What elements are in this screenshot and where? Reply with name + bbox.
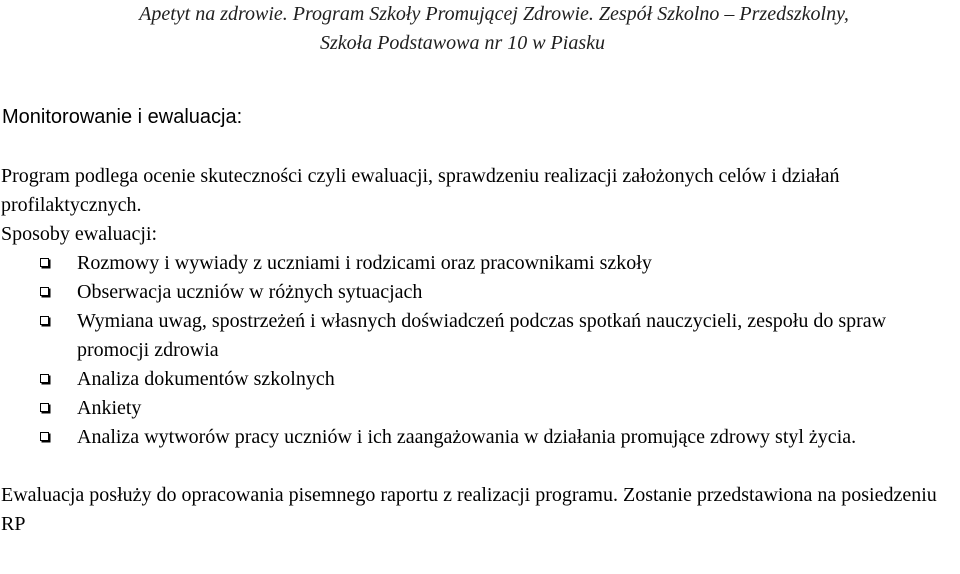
section-heading: Monitorowanie i ewaluacja:: [2, 106, 243, 128]
checkbox-bullet-icon: [40, 258, 49, 267]
list-item-text: Wymiana uwag, spostrzeżeń i własnych doświadczeń podczas spotkań nauczycieli, zespołu do spraw promocji zdrowia: [77, 310, 887, 361]
list-item-text: Rozmowy i wywiady z uczniami i rodzicami oraz pracownikami szkoły: [77, 252, 652, 274]
checkbox-bullet-icon: [40, 316, 49, 325]
checkbox-bullet-icon: [40, 403, 49, 412]
document-header: [0, 0, 960, 58]
header-line-2: Szkoła Podstawowa nr 10 w Piasku: [319, 32, 605, 54]
list-item: [1, 307, 959, 365]
list-item-text: Obserwacja uczniów w różnych sytuacjach: [77, 281, 423, 303]
list-item: [1, 278, 959, 307]
checkbox-bullet-icon: [40, 287, 49, 296]
evaluation-methods-list: [1, 249, 959, 452]
conclusion-paragraph: Ewaluacja posłuży do opracowania pisemnego raportu z realizacji programu. Zostanie przedstawiona na posiedzeniu RP: [1, 484, 937, 535]
checkbox-bullet-icon: [40, 374, 49, 383]
list-item: [1, 394, 959, 423]
list-item-text: Analiza dokumentów szkolnych: [77, 368, 335, 390]
list-item: [1, 249, 959, 278]
methods-label: Sposoby ewaluacji:: [1, 223, 158, 245]
list-item-text: Analiza wytworów pracy uczniów i ich zaangażowania w działania promujące zdrowy styl życia.: [77, 426, 857, 448]
list-item: [1, 423, 959, 452]
paragraph-spacer: [1, 452, 959, 481]
section-body: [1, 162, 959, 539]
list-item: [1, 365, 959, 394]
checkbox-bullet-icon: [40, 432, 49, 441]
header-line-1: Apetyt na zdrowie. Program Szkoły Promującej Zdrowie. Zespół Szkolno – Przedszkolny,: [139, 3, 849, 25]
intro-paragraph: Program podlega ocenie skuteczności czyli ewaluacji, sprawdzeniu realizacji założonych celów i działań profilaktycznych.: [1, 165, 840, 216]
list-item-text: Ankiety: [77, 397, 142, 419]
